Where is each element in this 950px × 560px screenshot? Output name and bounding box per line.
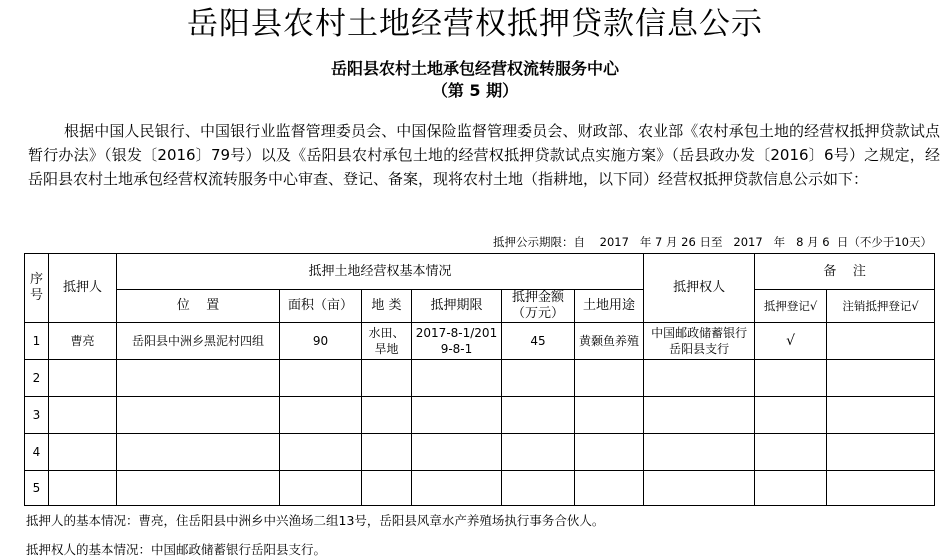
row-usage: 黄颡鱼养殖 <box>575 323 644 360</box>
row-mortgagor <box>49 434 117 471</box>
row-mortgagor: 曹亮 <box>49 323 117 360</box>
header-mortgagor: 抵押人 <box>49 254 117 323</box>
header-usage: 土地用途 <box>575 290 644 323</box>
row-seq: 2 <box>25 360 49 397</box>
mortgagor-basic-info: 抵押人的基本情况：曹亮，住岳阳县中洲乡中兴渔场二组13号，岳阳县风章水产养殖场执行事务合伙人。 <box>26 513 605 528</box>
row-cancel-registration-check <box>827 360 935 397</box>
row-mortgagor <box>49 471 117 506</box>
row-registration-check <box>755 434 827 471</box>
row-location <box>117 360 280 397</box>
row-land-type <box>362 471 412 506</box>
row-amount: 45 <box>502 323 575 360</box>
row-mortgagee <box>644 471 755 506</box>
row-cancel-registration-check <box>827 434 935 471</box>
row-mortgagor <box>49 360 117 397</box>
table-row <box>25 434 935 471</box>
header-seq: 序号 <box>25 254 49 323</box>
row-area <box>280 360 362 397</box>
row-seq: 4 <box>25 434 49 471</box>
row-registration-check <box>755 397 827 434</box>
row-cancel-registration-check <box>827 323 935 360</box>
row-land-type <box>362 397 412 434</box>
header-location: 位 置 <box>117 290 280 323</box>
header-basic-info: 抵押土地经营权基本情况 <box>117 254 644 290</box>
row-usage <box>575 434 644 471</box>
header-registration: 抵押登记√ <box>755 290 827 323</box>
publicity-period: 抵押公示期限：自 2017 年 7 月 26 日至 2017 年 8 月 6 日（不少于10天） <box>493 235 932 249</box>
row-location <box>117 471 280 506</box>
row-location: 岳阳县中洲乡黑泥村四组 <box>117 323 280 360</box>
row-location <box>117 397 280 434</box>
row-cancel-registration-check <box>827 471 935 506</box>
row-area <box>280 471 362 506</box>
document-title: 岳阳县农村土地经营权抵押贷款信息公示 <box>187 6 763 42</box>
row-amount <box>502 434 575 471</box>
row-registration-check <box>755 360 827 397</box>
row-cancel-registration-check <box>827 397 935 434</box>
row-land-type <box>362 360 412 397</box>
row-usage <box>575 360 644 397</box>
row-seq: 5 <box>25 471 49 506</box>
row-location <box>117 434 280 471</box>
header-land-type: 地 类 <box>362 290 412 323</box>
row-mortgagee <box>644 434 755 471</box>
mortgage-info-table <box>24 253 935 506</box>
row-mortgagee <box>644 360 755 397</box>
row-area <box>280 397 362 434</box>
row-term <box>412 434 502 471</box>
table-row <box>25 360 935 397</box>
row-land-type <box>362 434 412 471</box>
header-area: 面积（亩） <box>280 290 362 323</box>
table-row <box>25 323 935 360</box>
issuing-organization: 岳阳县农村土地承包经营权流转服务中心 <box>330 59 619 78</box>
row-mortgagee <box>644 397 755 434</box>
row-mortgagee: 中国邮政储蓄银行岳阳县支行 <box>644 323 755 360</box>
row-term <box>412 397 502 434</box>
mortgagee-basic-info: 抵押权人的基本情况：中国邮政储蓄银行岳阳县支行。 <box>26 542 327 557</box>
row-mortgagor <box>49 397 117 434</box>
row-area: 90 <box>280 323 362 360</box>
table-row <box>25 397 935 434</box>
issue-number: （第 5 期） <box>431 81 519 100</box>
header-amount: 抵押金额（万元） <box>502 290 575 323</box>
row-term <box>412 360 502 397</box>
row-registration-check: √ <box>755 323 827 360</box>
row-amount <box>502 471 575 506</box>
row-amount <box>502 397 575 434</box>
header-term: 抵押期限 <box>412 290 502 323</box>
header-mortgagee: 抵押权人 <box>644 254 755 323</box>
row-area <box>280 434 362 471</box>
row-registration-check <box>755 471 827 506</box>
intro-paragraph: 根据中国人民银行、中国银行业监督管理委员会、中国保险监督管理委员会、财政部、农业部《农村承包土地的经营权抵押贷款试点暂行办法》（银发〔2016〕79号）以及《岳阳县农村承包土地的经营权抵押贷款试点实施方案》（岳县政办发〔2016〕6号）之规定，经岳阳县农村土地承包经营权流转服务中心审查、登记、备案，现将农村土地（指耕地，以下同）经营权抵押贷款信息公示如下： <box>28 122 940 188</box>
row-usage <box>575 397 644 434</box>
row-term: 2017-8-1/2019-8-1 <box>412 323 502 360</box>
table-row <box>25 471 935 506</box>
row-seq: 1 <box>25 323 49 360</box>
row-seq: 3 <box>25 397 49 434</box>
row-usage <box>575 471 644 506</box>
row-amount <box>502 360 575 397</box>
row-land-type: 水田、旱地 <box>362 323 412 360</box>
row-term <box>412 471 502 506</box>
header-cancel-registration: 注销抵押登记√ <box>827 290 935 323</box>
header-remarks: 备 注 <box>755 254 935 290</box>
